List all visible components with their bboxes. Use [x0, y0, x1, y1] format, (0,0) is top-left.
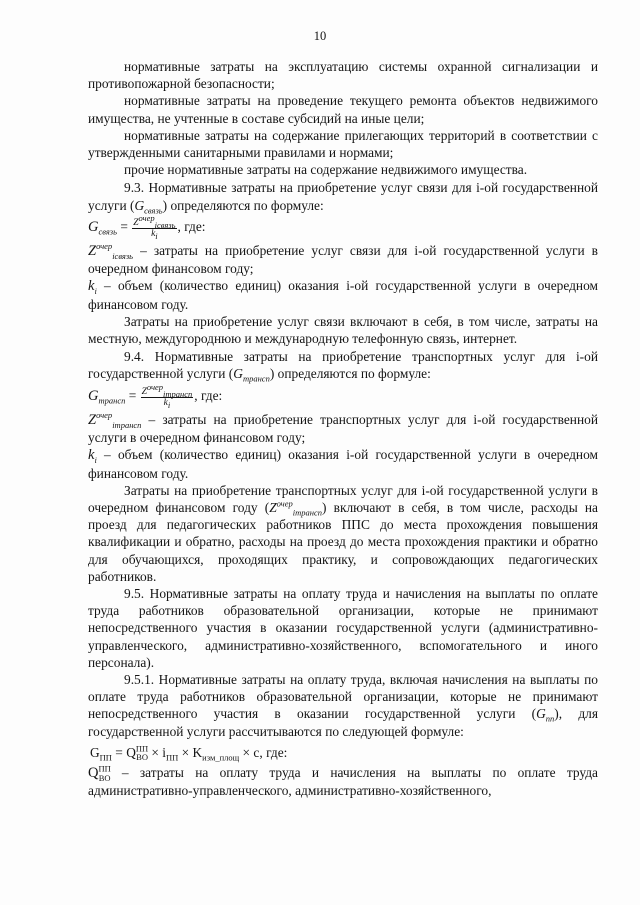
symbol-g-pp: $G_{пп}$ — [536, 706, 555, 725]
definition-z-communication: $Z^{очер}_{iсвязь}$ – затраты на приобретение услуг связи для i-ой государственной услуги в очередном финансовом году; — [88, 241, 598, 277]
fraction-communication: $\frac{Z^{очер}_{iсвязь}}{k_i}$ — [133, 212, 176, 241]
section-9-4-heading: 9.4. Нормативные затраты на приобретение транспортных услуг для i-ой государственной услуги $(G_{трансп})$ определяются по формуле: — [88, 349, 598, 385]
definition-z-transport: $Z^{очер}_{iтрансп}$ – затраты на приобретение транспортных услуг для i-ой государственной услуги в очередном финансовом году; — [88, 410, 598, 446]
paragraph-communication-includes: Затраты на приобретение услуг связи включают в себя, в том числе, затраты на местную, междугороднюю и международную телефонную связь, интернет. — [88, 313, 598, 347]
formula-transport: $G_{трансп}$ = $\frac{Z^{очер}_{iтрансп}}{k_i}$ , где: — [88, 381, 223, 410]
definition-q-salary: $Q^{ПП}_{ВО}$ – затраты на оплату труда и начисления на выплаты по оплате труда административно-управленческого, административно-хозяйственного, — [88, 763, 598, 799]
page-number: 10 — [313, 29, 327, 43]
symbol-g-transp: $G_{трансп}$ — [233, 366, 270, 385]
formula-salary: $G_{ПП} = Q^{ПП}_{ВО} \times i_{ПП} \times K_{изм\_площ} \times c$, где: — [90, 743, 288, 763]
section-9-5-1: 9.5.1. Нормативные затраты на оплату труда, включая начисления на выплаты по оплате труда работников образовательной организации, которые не принимают непосредственного участия в оказании государственной услуги $(G_{пп})$, для государственной услуги рассчитываются по следующей формуле: — [88, 671, 599, 739]
paragraph-territory: нормативные затраты на содержание прилегающих территорий в соответствии с утвержденными санитарными правилами и нормами; — [88, 127, 598, 161]
paragraph-transport-includes: Затраты на приобретение транспортных услуг для i-ой государственной услуги в очередном финансовом году $(Z^{очер}_{iтрансп})$ включают в себя, в том числе, расходы на проезд для педагогических работников ППС до места прохождения повышения квалификации и обратно, расходы на проезд до места прохождения практики и обратно для обучающихся, проходящих практику, и сопровождающих педагогических работников. — [88, 482, 599, 584]
paragraph-other-costs: прочие нормативные затраты на содержание недвижимого имущества. — [124, 162, 528, 178]
symbol-g-svyaz: $G_{связь}$ — [134, 197, 163, 216]
fraction-transport: $\frac{Z^{очер}_{iтрансп}}{k_i}$ — [141, 381, 193, 410]
section-9-5: 9.5. Нормативные затраты на оплату труда и начисления на выплаты по оплате труда работников образовательной организации, которые не принимают непосредственного участия в оказании государственной услуги (административно-управленческого, административно-хозяйственного, вспомогательного и иного персонала). — [88, 585, 598, 670]
section-9-3-heading: 9.3. Нормативные затраты на приобретение услуг связи для i-ой государственной услуги $(G_{связь})$ определяются по формуле: — [88, 180, 598, 216]
definition-k-communication: $k_i$ – объем (количество единиц) оказания i-ой государственной услуги в очередном финансовом году. — [88, 278, 598, 312]
document-body — [88, 58, 598, 799]
definition-k-transport: $k_i$ – объем (количество единиц) оказания i-ой государственной услуги в очередном финансовом году. — [88, 447, 598, 481]
paragraph-repair: нормативные затраты на проведение текущего ремонта объектов недвижимого имущества, не учтенные в составе субсидий на иные цели; — [88, 93, 598, 126]
formula-communication: $G_{связь}$ = $\frac{Z^{очер}_{iсвязь}}{k_i}$ , где: — [88, 212, 206, 241]
paragraph-security-alarm: нормативные затраты на эксплуатацию системы охранной сигнализации и противопожарной безопасности; — [88, 59, 598, 92]
